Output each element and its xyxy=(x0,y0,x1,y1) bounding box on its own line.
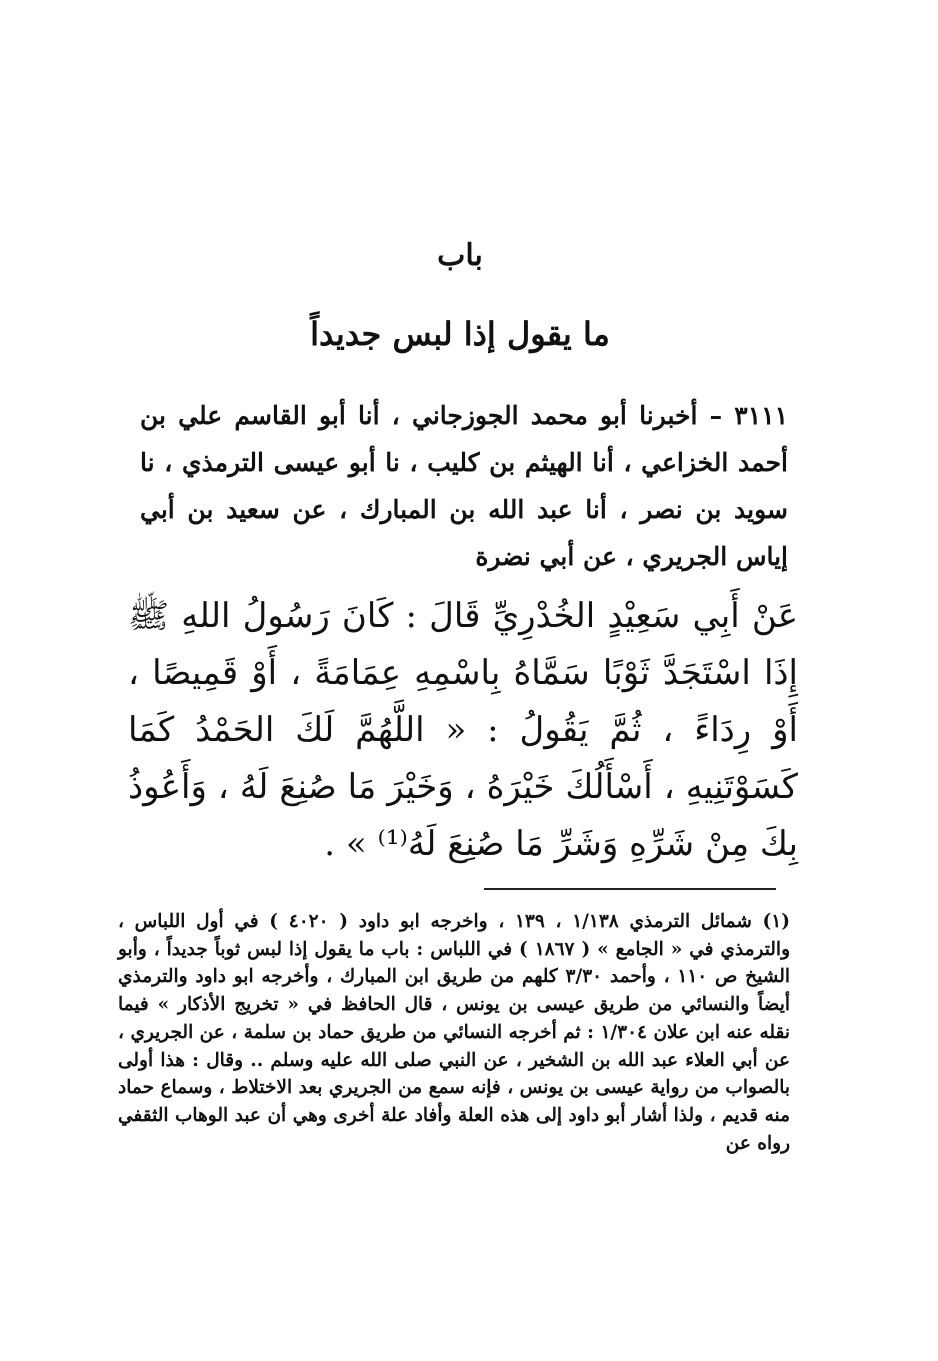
footnote-divider xyxy=(484,888,776,890)
chapter-label: باب xyxy=(437,238,483,273)
footnote: (١) شمائل الترمذي ١/١٣٨ ، ١٣٩ ، واخرجه ابو داود ( ٤٠٢٠ ) في أول اللباس ، والترمذي في « الجامع » ( ١٨٦٧ ) في اللباس : باب ما يقول إذا لبس ثوباً جديداً ، وأبو الشيخ ص ١١٠ ، وأحمد ٣/٣٠ كلهم من طريق ابن المبارك ، وأخرجه ابو داود والترمذي أيضاً والنسائي من طريق عيسى بن يونس ، قال الحافظ في « تخريج الأذكار » فيما نقله عنه ابن علان ١/٣٠٤ : ثم أخرجه النسائي من طريق حماد بن سلمة ، عن الجريري ، عن أبي العلاء عبد الله بن الشخير ، عن النبي صلى الله عليه وسلم .. وقال : هذا أولى بالصواب من رواية عيسى بن يونس ، فإنه سمع من الجريري بعد الاختلاط ، وسماع حماد منه قديم ، ولذا أشار أبو داود إلى هذه العلة وأفاد علة أخرى وهي أن عبد الوهاب الثقفي رواه عن xyxy=(118,911,791,1154)
hadith-text: عَنْ أَبِي سَعِيْدٍ الخُدْرِيِّ قَالَ : كَانَ رَسُولُ اللهِ ﷺ إِذَا اسْتَجَدَّ ثَوْبًا سَمَّاهُ بِاسْمِهِ عِمَامَةً ، أَوْ قَمِيصًا ، أَوْ رِدَاءً ، ثُمَّ يَقُولُ : « اللَّهُمَّ لَكَ الحَمْدُ كَمَا كَسَوْتَنِيهِ ، أَسْأَلُكَ خَيْرَهُ ، وَخَيْرَ مَا صُنِعَ لَهُ ، وَأَعُوذُ بِكَ مِنْ شَرِّهِ وَشَرِّ مَا صُنِعَ لَهُ⁽¹⁾ » . xyxy=(128,596,798,864)
chapter-title: ما يقول إذا لبس جديداً xyxy=(310,315,610,353)
hadith-isnad: ٣١١١ – أخبرنا أبو محمد الجوزجاني ، أنا أبو القاسم علي بن أحمد الخزاعي ، أنا الهيثم بن كليب ، نا أبو عيسى الترمذي ، نا سويد بن نصر ، أنا عبد الله بن المبارك ، عن سعيد بن أبي إياس الجريري ، عن أبي نضرة xyxy=(140,401,788,571)
